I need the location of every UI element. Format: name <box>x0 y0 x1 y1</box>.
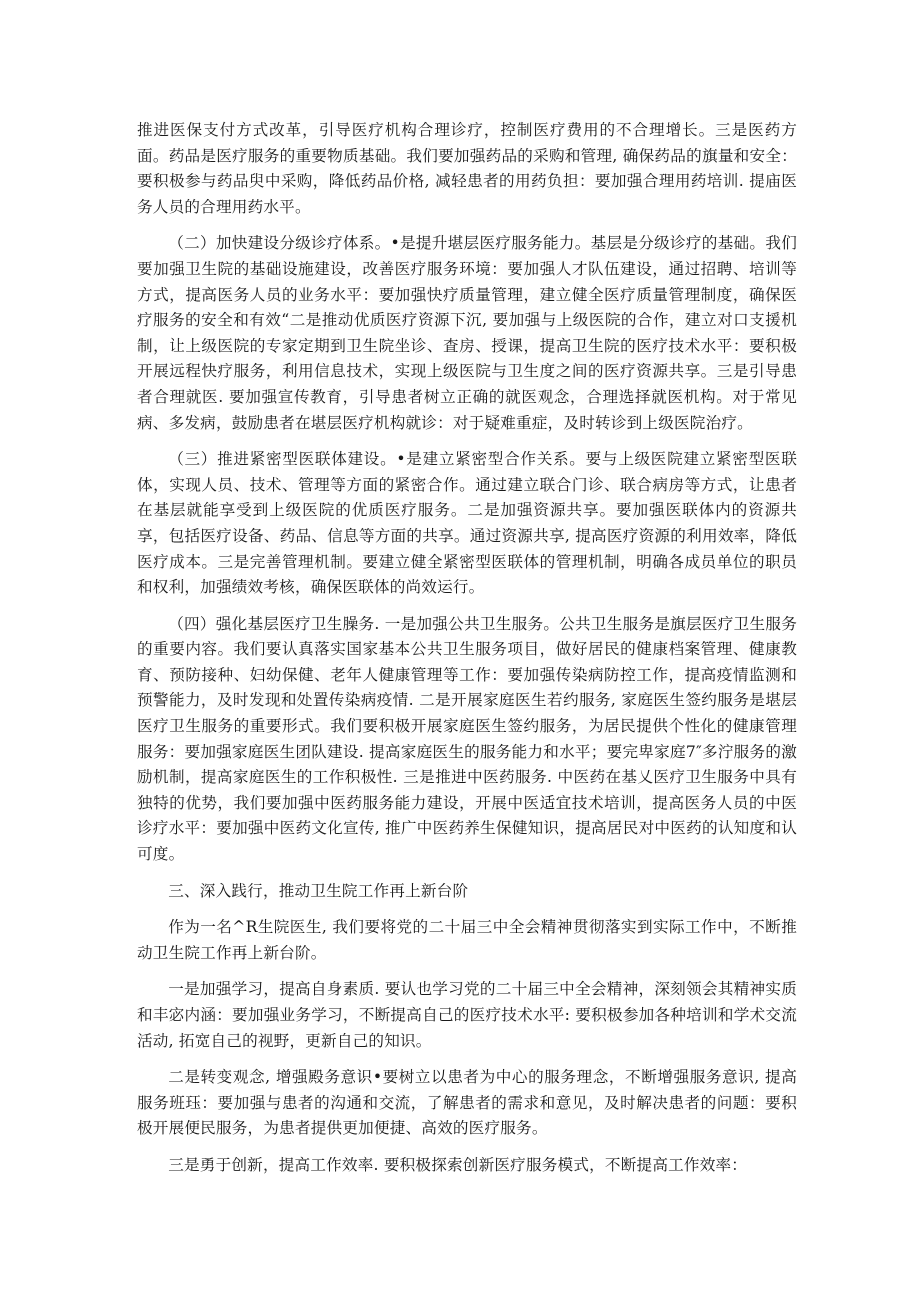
section-heading: 三、深入践行，推动卫生院工作再上新台阶 <box>168 881 469 900</box>
paragraph-tiered-diagnosis: （二）加快建设分级诊疗体系。•是提升堪层医疗服务能力。基层是分级诊疗的基础。我们要加强卫生院的基础设施建设，改善医疗服务环境：要加强人才队伍建设，通过招聘、培训等方式，提高医务人员的业务水平：要加强快疗质量管理，建立健全医疗质量管理制度，确保医疗服务的安全和有效“二是推动优质医疗资源下沉, 要加强与上级医院的合作，建立对口支援机制，让上级医院的专家定期到卫生院坐诊、査房、授课，提高卫生院的医疗技术水平：要积极开展远程快疗服务，利用信息技术，实现上级医院与卫生度之间的医疗资源共享。三是引导患者合理就医. 要加强宣传教育，引导患者树立正确的就医观念，合理选择就医机构。对于常见病、多发病，鼓励患者在堪层医疗机构就诊：对于疑难重症，及时转诊到上级医院治疗。 <box>137 234 797 432</box>
paragraph-innovation: 三是勇于创新，提高工作效率. 要积极探索创新医疗服务模式，不断提高工作效率： <box>168 1155 748 1174</box>
paragraph-primary-health-services: （四）强化基层医疗卫生臊务. 一是加强公共卫生服务。公共卫生服务是旗层医疗卫生服务的重要内容。我们要认真落实国家基本公共卫生服务项目，做好居民的健康档案管理、健康教育、预防接种、妇幼保健、老年人健康管理等工作：要加强传染病防控工作，提高疫情监测和预警能力，及时发现和处置传染病疫情. 二是开展家庭医生若约服务, 家庭医生签约服务是堪层医疗卫生服务的重要形式。我们要积极开展家庭医生签约服务，为居民提供个性化的健康管理服务：要加强家庭医生团队建设. 提高家庭医生的服务能力和水平；要完卑家庭7″多泞服务的激励机制，提高家庭医生的工作积极性. 三是推进中医药服务. 中医药在基乂医疗卫生服务中具有独特的优势，我们要加强中医药服务能力建设，开展中医适宜技术培训，提高医务人员的中医诊疗水平：要加强中医药文化宣传, 推广中医药养生保健知识，提高居民对中医药的认知度和认可度。 <box>137 614 797 864</box>
paragraph-continuation: 推进医保支付方式改革，引导医疗机构合理诊疗，控制医疗费用的不合理增长。三是医药方面。药品是医疗服务的重要物质基础。我们要加强药品的采购和管理, 确保药品的旗量和安全：要积极参与药品臾中采购，降低药品价格, 减轻患者的用药负担：要加强合理用药培训. 提庙医务人员的合理用药水平。 <box>137 121 797 216</box>
paragraph-study: 一是加强学习，提高自身素质. 要认也学习党的二十届三中全会精神，深刻领会其精神实质和丰宓内涵：要加强业务学习，不断提高自己的医疗技术水平: 要积极参加各种培训和学术交流活动, 拓宽自己的视野，更新自己的知识。 <box>137 980 797 1050</box>
paragraph-service-awareness: 二是转变观念, 增强殿务意识•要树立以患者为中心的服务理念，不断增强服务意识, 提高服务班珏：要加强与患者的沟通和交流，了解患者的需求和意见，及时解决患者的问题：要积极开展便民服务，为患者提供更加便捷、高效的医疗服务。 <box>137 1068 797 1138</box>
paragraph-medical-alliance: （三）推进紧密型医联体建设。•是建立紧密型合作关系。要与上级医院建立紧密型医联体，实现人员、技术、管理等方面的紧密合作。通过建立联合门诊、联合病房等方式，让患者在基层就能享受到上级医院的优质医疗服务。二是加强资源共享。要加强医联体内的资源共享，包括医疗设备、药品、信息等方面的共享。通过资源共享, 提高医疗资源的利用效率，降低医疗成本。三是完善管理机制。要建立健全紧密型医联体的管理机制，明确各成员单位的职员和权利，加强绩效考核，确保医联体的尚效运行。 <box>137 450 797 597</box>
paragraph-section-intro: 作为一名^R生院医生, 我们要将党的二十届三中全会精神贯彻落实到实际工作中，不断推动卫生院工作再上新台阶。 <box>137 918 797 962</box>
document-page <box>137 118 797 1190</box>
